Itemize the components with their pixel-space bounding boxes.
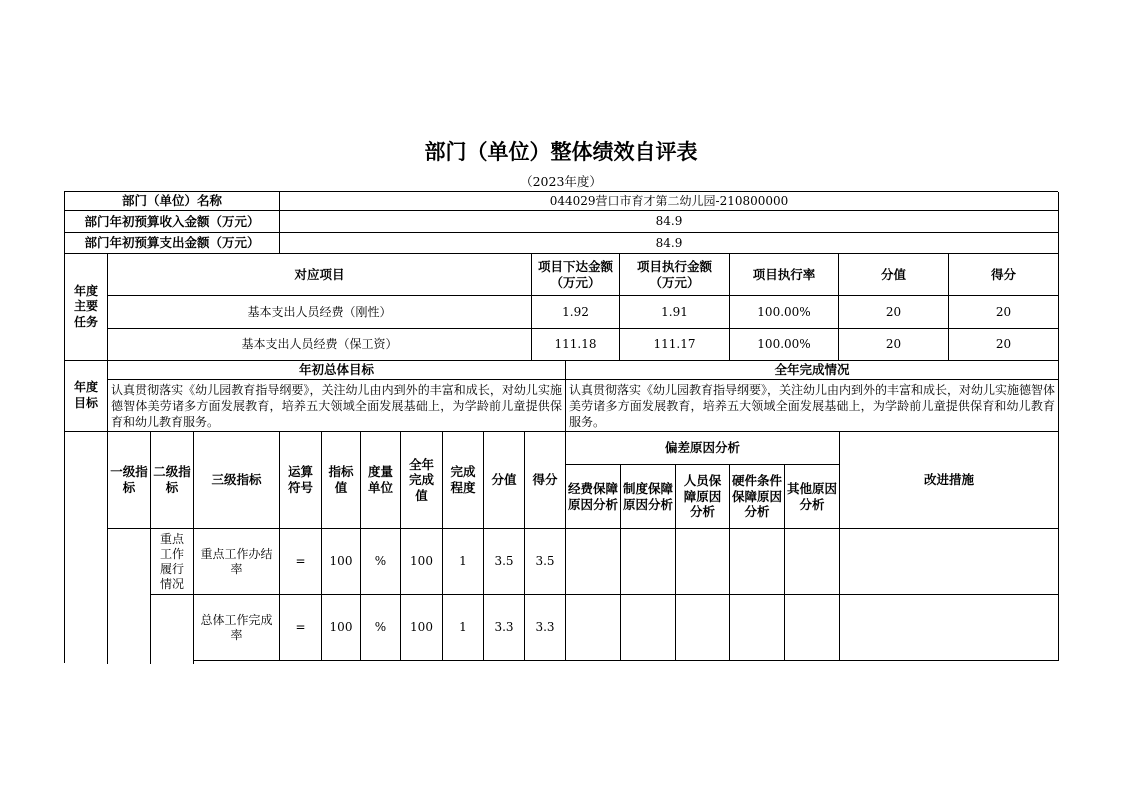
goals-completion-text: 认真贯彻落实《幼儿园教育指导纲要》，关注幼儿由内到外的丰富和成长，对幼儿实施德智体美劳诸多方面发展教育，培养五大领域全面发展基础上，为学龄前儿童提供保育和幼儿教育服务。 xyxy=(566,380,1059,432)
header-level2: 二级指标 xyxy=(151,432,194,529)
indicator-row-1-funding xyxy=(566,529,621,595)
indicator-row-2-hardware xyxy=(730,595,785,661)
header-level3: 三级指标 xyxy=(194,432,280,529)
goals-initial-text: 认真贯彻落实《幼儿园教育指导纲要》，关注幼儿由内到外的丰富和成长，对幼儿实施德智体美劳诸多方面发展教育，培养五大领域全面发展基础上，为学龄前儿童提供保育和幼儿教育服务。 xyxy=(108,380,566,432)
header-unit: 度量单位 xyxy=(361,432,401,529)
indicator-row-1-level3: 重点工作办结率 xyxy=(194,529,280,595)
indicator-row-1-full-year: 100 xyxy=(401,529,443,595)
income-budget-value: 84.9 xyxy=(280,211,1059,233)
level2-group: 重点工作履行情况 xyxy=(151,529,194,595)
tasks-header-rate: 项目执行率 xyxy=(730,254,839,296)
indicator-row-1-unit: % xyxy=(361,529,401,595)
header-operator: 运算符号 xyxy=(280,432,322,529)
header-improve: 改进措施 xyxy=(840,432,1059,529)
level2-cell-continued xyxy=(151,595,194,664)
header-level1: 一级指标 xyxy=(108,432,151,529)
header-deviation: 偏差原因分析 xyxy=(566,432,840,465)
task-row-2-score: 20 xyxy=(839,329,949,361)
header-other: 其他原因分析 xyxy=(785,465,840,529)
indicator-row-1-score: 3.5 xyxy=(484,529,525,595)
header-system: 制度保障原因分析 xyxy=(621,465,676,529)
goals-section-label: 年度目标 xyxy=(65,361,108,432)
task-row-1-item: 基本支出人员经费（刚性） xyxy=(108,296,532,329)
indicator-row-2-system xyxy=(621,595,676,661)
tasks-header-score: 分值 xyxy=(839,254,949,296)
indicator-row-2-other xyxy=(785,595,840,661)
income-budget-label: 部门年初预算收入金额（万元） xyxy=(65,211,280,233)
header-funding: 经费保障原因分析 xyxy=(566,465,621,529)
tasks-section-label: 年度主要任务 xyxy=(65,254,108,361)
task-row-2-rate: 100.00% xyxy=(730,329,839,361)
expense-budget-value: 84.9 xyxy=(280,233,1059,254)
indicator-row-2-staff xyxy=(676,595,730,661)
task-row-1-rate: 100.00% xyxy=(730,296,839,329)
indicator-row-2-score: 3.3 xyxy=(484,595,525,661)
header-degree: 完成程度 xyxy=(443,432,484,529)
expense-budget-label: 部门年初预算支出金额（万元） xyxy=(65,233,280,254)
header-full-year: 全年完成值 xyxy=(401,432,443,529)
header-staff: 人员保障原因分析 xyxy=(676,465,730,529)
goals-completion-header: 全年完成情况 xyxy=(566,361,1059,380)
tasks-header-item: 对应项目 xyxy=(108,254,532,296)
indicator-row-2-funding xyxy=(566,595,621,661)
level1-cell xyxy=(108,529,151,664)
indicator-row-2-got: 3.3 xyxy=(525,595,566,661)
evaluation-table xyxy=(64,191,1058,663)
indicator-row-2-level3: 总体工作完成率 xyxy=(194,595,280,661)
task-row-1-issued: 1.92 xyxy=(532,296,620,329)
indicator-row-2-improve xyxy=(840,595,1059,661)
indicator-row-2-degree: 1 xyxy=(443,595,484,661)
tasks-header-got: 得分 xyxy=(949,254,1059,296)
indicator-row-2-target: 100 xyxy=(322,595,361,661)
unit-name-label: 部门（单位）名称 xyxy=(65,192,280,211)
indicator-row-1-got: 3.5 xyxy=(525,529,566,595)
header-score: 分值 xyxy=(484,432,525,529)
indicator-row-1-hardware xyxy=(730,529,785,595)
task-row-2-executed: 111.17 xyxy=(620,329,730,361)
indicator-row-2-unit: % xyxy=(361,595,401,661)
task-row-2-got: 20 xyxy=(949,329,1059,361)
indicator-row-2-full-year: 100 xyxy=(401,595,443,661)
tasks-header-executed: 项目执行金额（万元） xyxy=(620,254,730,296)
indicator-row-2-operator: = xyxy=(280,595,322,661)
tasks-header-issued: 项目下达金额（万元） xyxy=(532,254,620,296)
header-hardware: 硬件条件保障原因分析 xyxy=(730,465,785,529)
indicator-row-1-improve xyxy=(840,529,1059,595)
unit-name-value: 044029营口市育才第二幼儿园-210800000 xyxy=(280,192,1059,211)
indicator-section-blank xyxy=(65,432,108,664)
header-got: 得分 xyxy=(525,432,566,529)
task-row-2-issued: 111.18 xyxy=(532,329,620,361)
indicator-row-1-other xyxy=(785,529,840,595)
indicator-row-1-operator: = xyxy=(280,529,322,595)
indicator-row-1-system xyxy=(621,529,676,595)
task-row-1-got: 20 xyxy=(949,296,1059,329)
page-title: 部门（单位）整体绩效自评表 xyxy=(424,139,698,164)
task-row-1-executed: 1.91 xyxy=(620,296,730,329)
header-target: 指标值 xyxy=(322,432,361,529)
indicator-row-1-degree: 1 xyxy=(443,529,484,595)
indicator-row-1-target: 100 xyxy=(322,529,361,595)
indicator-row-1-staff xyxy=(676,529,730,595)
task-row-2-item: 基本支出人员经费（保工资） xyxy=(108,329,532,361)
goals-initial-header: 年初总体目标 xyxy=(108,361,566,380)
year-subtitle: （2023年度） xyxy=(520,174,602,189)
task-row-1-score: 20 xyxy=(839,296,949,329)
